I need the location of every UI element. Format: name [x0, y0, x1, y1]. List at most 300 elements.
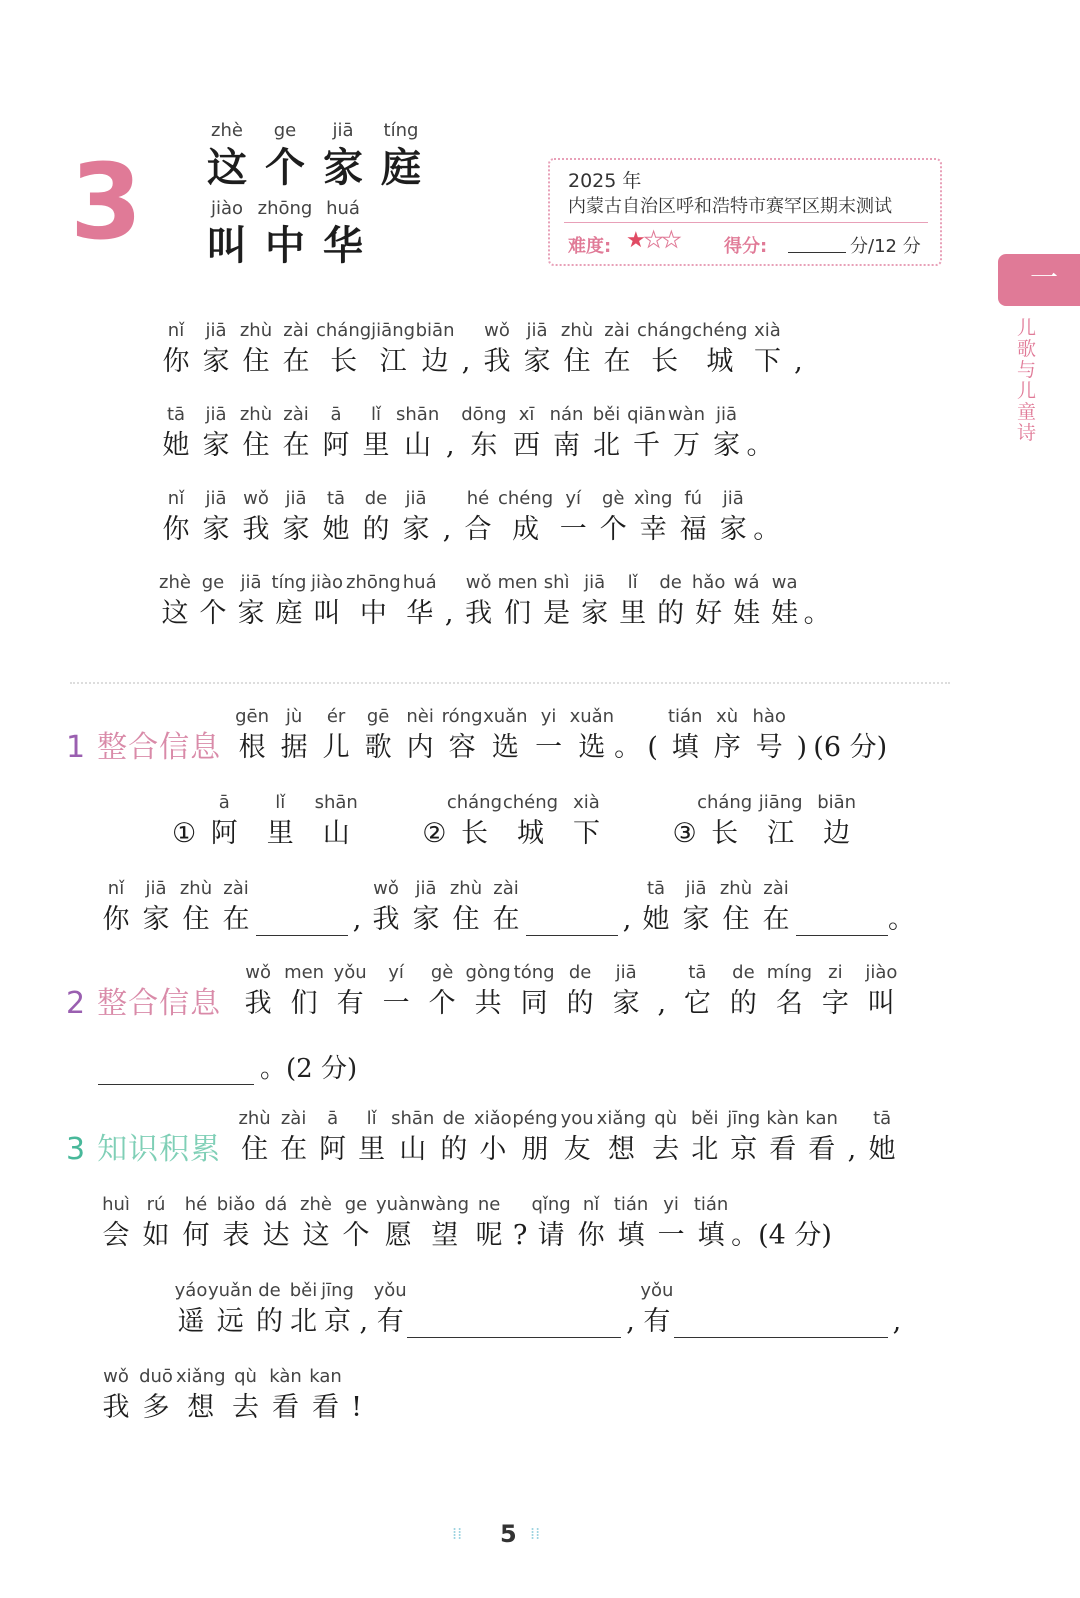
title-line-1 [198, 120, 430, 194]
hanzi: 在 [762, 904, 790, 935]
pinyin: lǐ [627, 572, 638, 593]
pinyin: qù [654, 1108, 678, 1129]
pinyin: zài [493, 878, 519, 899]
ruby-char [236, 488, 276, 550]
pinyin: wǒ [245, 962, 271, 983]
ruby-char [809, 792, 865, 854]
hanzi: 中 [265, 222, 305, 269]
ruby-char [748, 706, 790, 768]
ruby-char [707, 404, 747, 466]
ruby-char [194, 572, 232, 634]
hanzi: 它 [683, 988, 711, 1019]
ruby-char [315, 706, 357, 768]
pinyin: chéng [692, 320, 748, 341]
ruby-char [216, 878, 256, 940]
pinyin [731, 1194, 758, 1216]
hanzi: 长 [651, 346, 679, 377]
hanzi: 家 [412, 904, 440, 935]
hanzi: 。 [803, 598, 831, 629]
answer-blank[interactable] [256, 905, 348, 936]
option-marker: ② [422, 818, 447, 849]
ruby-char [96, 878, 136, 940]
pinyin: de [659, 572, 682, 593]
pinyin: wǒ [373, 878, 399, 899]
ruby-char [346, 572, 401, 634]
pinyin: zài [604, 320, 630, 341]
ruby-char [373, 962, 419, 1024]
ruby-char [371, 320, 415, 382]
pinyin: ge [201, 572, 225, 593]
hanzi: 西 [513, 430, 541, 461]
hanzi: , [352, 904, 362, 935]
ruby-char [231, 706, 273, 768]
hanzi: 家 [719, 514, 747, 545]
ruby-char [673, 488, 713, 550]
pinyin: shì [543, 572, 570, 593]
ruby-char [531, 1194, 571, 1256]
hanzi: 。 [746, 430, 774, 461]
hanzi: 会 [102, 1220, 130, 1251]
pinyin: nèi [406, 706, 434, 727]
hanzi: 想 [607, 1134, 635, 1165]
pinyin: zhù [560, 320, 594, 341]
pinyin: tā [646, 878, 666, 899]
hanzi: (6 分) [813, 732, 888, 763]
ruby-char [728, 572, 766, 634]
hanzi: 表 [222, 1220, 250, 1251]
ruby-char [747, 320, 787, 382]
pinyin [841, 1108, 862, 1130]
ruby-char [576, 572, 614, 634]
hanzi: 去 [232, 1392, 260, 1423]
hanzi: 她 [642, 904, 670, 935]
hanzi: 家 [142, 904, 170, 935]
hanzi: 你 [162, 346, 190, 377]
hanzi: , [442, 514, 452, 545]
pinyin: xiǎng [176, 1366, 226, 1387]
ruby-char [674, 962, 720, 1024]
punctuation [841, 1108, 862, 1170]
page-number: 5 [500, 1520, 517, 1548]
hanzi: 在 [280, 1134, 308, 1165]
pinyin: rú [146, 1194, 166, 1215]
hanzi: 选 [491, 732, 519, 763]
pinyin: tíng [383, 120, 419, 141]
pinyin [439, 572, 460, 594]
pinyin: jiā [285, 488, 307, 509]
pinyin: tián [693, 1194, 729, 1215]
ruby-char [753, 792, 809, 854]
pinyin: tián [613, 1194, 649, 1215]
pinyin: xuǎn [483, 706, 528, 727]
hanzi: , [359, 1306, 369, 1337]
pinyin: jiā [722, 488, 744, 509]
pinyin: yǒu [373, 1280, 407, 1301]
punctuation [618, 878, 636, 940]
ruby-char [528, 706, 570, 768]
ruby-char [156, 488, 196, 550]
question-number: 3 [66, 1132, 86, 1167]
pinyin: zài [280, 1108, 307, 1129]
pinyin: nǐ [167, 320, 185, 341]
punctuation [455, 320, 477, 382]
hanzi: 娃 [771, 598, 799, 629]
section-divider [70, 682, 950, 684]
poem [156, 320, 831, 634]
ruby-char [458, 488, 498, 550]
pinyin: you [560, 1108, 594, 1129]
pinyin: nǐ [582, 1194, 600, 1215]
hanzi: 儿 [322, 732, 350, 763]
punctuation [787, 320, 809, 382]
pinyin: jiāng [758, 792, 803, 813]
q1-fill-line [96, 878, 915, 940]
ruby-char [266, 1366, 306, 1428]
page-deco-right: ⁞⁞ [530, 1524, 541, 1543]
hanzi: 。 [731, 1220, 759, 1251]
hanzi: ? [512, 1220, 528, 1251]
hanzi: 边 [823, 818, 851, 849]
hanzi: 朋 [521, 1134, 549, 1165]
hanzi: 的 [729, 988, 757, 1019]
pinyin: gòng [465, 962, 511, 983]
pinyin: hé [184, 1194, 208, 1215]
pinyin: běi [592, 404, 621, 425]
answer-blank[interactable] [796, 905, 888, 936]
pinyin: zài [223, 878, 249, 899]
hanzi: 你 [577, 1220, 605, 1251]
pinyin: xù [716, 706, 739, 727]
ruby-char [547, 404, 587, 466]
ruby-char [196, 488, 236, 550]
hanzi: 北 [290, 1306, 317, 1337]
hanzi: 住 [242, 430, 270, 461]
pinyin: ér [326, 706, 346, 727]
pinyin: fú [684, 488, 703, 509]
hanzi: 娃 [733, 598, 761, 629]
lesson-title [198, 120, 430, 272]
hanzi: , [847, 1134, 857, 1165]
score-total: 分/12 分 [850, 236, 921, 257]
punctuation [731, 1194, 758, 1256]
unit-tab-label: 一 [1030, 261, 1059, 294]
punctuation [753, 488, 780, 550]
hanzi: 填 [671, 732, 699, 763]
exam-info-box [548, 158, 942, 266]
hanzi: , [626, 1306, 635, 1337]
hanzi: 福 [679, 514, 707, 545]
hanzi: 字 [821, 988, 849, 1019]
hanzi: 万 [673, 430, 701, 461]
hanzi: 住 [563, 346, 591, 377]
ruby-char [356, 404, 396, 466]
pinyin: shān [314, 792, 358, 813]
punctuation [888, 878, 915, 940]
ruby-char [372, 120, 430, 194]
pinyin: zhōng [346, 572, 401, 593]
lesson-number: 3 [70, 141, 143, 263]
ruby-char [502, 792, 558, 854]
ruby-char [226, 1366, 266, 1428]
ruby-char [376, 1194, 421, 1256]
ruby-char [720, 962, 766, 1024]
ruby-char [597, 1108, 647, 1170]
pinyin: lǐ [275, 792, 286, 813]
hanzi: 家 [581, 598, 609, 629]
pinyin: de [258, 1280, 281, 1301]
ruby-char [176, 1366, 226, 1428]
hanzi: 阿 [210, 818, 238, 849]
difficulty-stars [626, 228, 679, 253]
pinyin: běi [289, 1280, 318, 1301]
pinyin: zhōng [257, 198, 313, 219]
answer-blank[interactable] [407, 1307, 621, 1338]
score-label: 得分: [724, 236, 768, 257]
pinyin: zhù [449, 878, 483, 899]
hanzi: 里 [358, 1134, 386, 1165]
answer-blank[interactable] [674, 1307, 888, 1338]
hanzi: 幸 [639, 514, 667, 545]
hanzi: 这 [207, 144, 247, 191]
star-icon: ★ [643, 228, 662, 253]
pinyin: péng [512, 1108, 558, 1129]
hanzi: 一 [382, 988, 410, 1019]
hanzi: 共 [474, 988, 502, 1019]
hanzi: 内 [406, 732, 434, 763]
ruby-char [321, 1280, 355, 1342]
pinyin: zhù [238, 1108, 271, 1129]
hanzi: 填 [697, 1220, 725, 1251]
pinyin: jiā [205, 320, 227, 341]
pinyin: gē [366, 706, 390, 727]
hanzi: 根 [238, 732, 266, 763]
ruby-char [651, 1194, 691, 1256]
ruby-char [256, 1194, 296, 1256]
pinyin: tā [326, 488, 346, 509]
pinyin: wàng [420, 1194, 470, 1215]
hanzi: 阿 [319, 1134, 347, 1165]
ruby-char [356, 488, 396, 550]
pinyin: zhù [239, 320, 273, 341]
punctuation [649, 962, 674, 1024]
hanzi: 去 [652, 1134, 680, 1165]
pinyin: jiā [685, 878, 707, 899]
ruby-char [557, 320, 597, 382]
pinyin: de [568, 962, 592, 983]
ruby-char [538, 572, 576, 634]
pinyin [355, 1280, 374, 1302]
score-blank[interactable] [788, 252, 846, 253]
hanzi: 名 [775, 988, 803, 1019]
ruby-char [273, 706, 315, 768]
ruby-char [327, 962, 373, 1024]
pinyin [621, 1280, 640, 1302]
pinyin: wàn [667, 404, 706, 425]
ruby-char [603, 962, 649, 1024]
hanzi: 家 [402, 514, 430, 545]
ruby-char [614, 572, 652, 634]
hanzi: 叫 [313, 598, 341, 629]
star-icon: ★ [661, 228, 680, 253]
pinyin: dōng [461, 404, 507, 425]
hanzi: 京 [324, 1306, 351, 1337]
pinyin: jiā [615, 962, 637, 983]
pinyin: yáo [174, 1280, 208, 1301]
pinyin: wa [771, 572, 798, 593]
pinyin: cháng [446, 792, 503, 813]
pinyin: yí [565, 488, 582, 509]
ruby-char [637, 320, 692, 382]
hanzi: 家 [202, 514, 230, 545]
pinyin: duō [139, 1366, 173, 1387]
question-prompt [231, 706, 887, 768]
pinyin: wǒ [465, 572, 492, 593]
pinyin: jīng [321, 1280, 354, 1301]
hanzi: 选 [578, 732, 606, 763]
hanzi: 这 [161, 598, 189, 629]
question-number: 1 [66, 730, 86, 765]
hanzi: 友 [563, 1134, 591, 1165]
ruby-char [507, 404, 547, 466]
hanzi: 她 [868, 1134, 896, 1165]
hanzi: 家 [202, 346, 230, 377]
pinyin: xiǎo [473, 1108, 512, 1129]
pinyin: chéng [498, 488, 554, 509]
pinyin [509, 1194, 531, 1216]
ruby-char [469, 1194, 509, 1256]
hanzi: 小 [479, 1134, 507, 1165]
ruby-char [316, 404, 356, 466]
hanzi: 好 [695, 598, 723, 629]
pinyin: hé [466, 488, 490, 509]
question-3 [66, 1108, 902, 1170]
hanzi: 华 [406, 598, 434, 629]
pinyin: huá [402, 572, 437, 593]
pinyin: gēn [235, 706, 270, 727]
ruby-char [216, 1194, 256, 1256]
pinyin: yi [663, 1194, 679, 1215]
hanzi: 我 [372, 904, 400, 935]
hanzi: 想 [187, 1392, 215, 1423]
q3-closing-line [96, 1366, 368, 1428]
ruby-char [593, 488, 633, 550]
pinyin: kan [805, 1108, 838, 1129]
ruby-char [252, 792, 308, 854]
hanzi: 个 [599, 514, 627, 545]
pinyin: ge [273, 120, 297, 141]
hanzi: 遥 [177, 1306, 205, 1337]
hanzi: 里 [362, 430, 390, 461]
hanzi: , [657, 988, 667, 1019]
ruby-char [812, 962, 858, 1024]
pinyin: xuǎn [569, 706, 615, 727]
pinyin: men [497, 572, 538, 593]
pinyin [753, 488, 780, 510]
hanzi: 在 [282, 346, 310, 377]
pinyin: lǐ [366, 1108, 377, 1129]
ruby-char [517, 320, 557, 382]
ruby-char [352, 1108, 391, 1170]
pinyin: qǐng [531, 1194, 571, 1215]
ruby-char [276, 404, 316, 466]
q2-answer-line [98, 1048, 357, 1085]
hanzi: 家 [713, 430, 741, 461]
pinyin: tā [166, 404, 186, 425]
hanzi: 在 [222, 904, 250, 935]
ruby-char [314, 120, 372, 194]
ruby-char [685, 1108, 724, 1170]
pinyin [888, 1280, 906, 1302]
pinyin: dá [264, 1194, 288, 1215]
ruby-char [558, 1108, 597, 1170]
ruby-char [308, 572, 346, 634]
pinyin: biān [817, 792, 857, 813]
hanzi: 我 [244, 988, 272, 1019]
punctuation [439, 572, 460, 634]
ruby-char [357, 706, 399, 768]
hanzi: , [794, 346, 803, 377]
answer-blank[interactable] [526, 905, 618, 936]
pinyin: jù [285, 706, 303, 727]
hanzi: 住 [241, 1134, 269, 1165]
ruby-char [766, 572, 804, 634]
hanzi: 江 [767, 818, 795, 849]
pinyin: zài [283, 404, 309, 425]
ruby-char [667, 404, 707, 466]
question-prompt [235, 962, 904, 1024]
hanzi: 。 [753, 514, 781, 545]
ruby-char [716, 878, 756, 940]
ruby-char [477, 320, 517, 382]
difficulty-label: 难度: [568, 236, 612, 257]
hanzi: (4 分) [758, 1220, 832, 1251]
hanzi: 家 [202, 430, 230, 461]
unit-title: 儿歌与儿童诗 [1017, 317, 1037, 444]
hanzi: 她 [162, 430, 190, 461]
pinyin: de [364, 488, 388, 509]
ruby-char [419, 962, 465, 1024]
hanzi: 中 [359, 598, 387, 629]
ruby-char [570, 706, 615, 768]
pinyin: men [284, 962, 325, 983]
pinyin: chéng [502, 792, 559, 813]
hanzi: 住 [182, 904, 210, 935]
pinyin: nǐ [107, 878, 125, 899]
ruby-char [236, 404, 276, 466]
ruby-char [633, 488, 673, 550]
hanzi: 江 [379, 346, 407, 377]
pinyin: jiā [205, 404, 227, 425]
ruby-char [308, 792, 364, 854]
answer-blank[interactable] [98, 1054, 254, 1085]
punctuation [641, 706, 664, 768]
pinyin: biān [415, 320, 455, 341]
punctuation [439, 404, 461, 466]
hanzi: , [892, 1306, 902, 1337]
ruby-char [486, 878, 526, 940]
hanzi: 达 [262, 1220, 290, 1251]
ruby-char [406, 878, 446, 940]
ruby-char [571, 1194, 611, 1256]
ruby-char [373, 1280, 407, 1342]
ruby-char [461, 404, 506, 466]
ruby-char [287, 1280, 321, 1342]
pinyin: xī [518, 404, 535, 425]
pinyin: zhù [179, 878, 213, 899]
hanzi: 边 [421, 346, 449, 377]
ruby-char [676, 878, 716, 940]
option-marker: ③ [672, 818, 697, 849]
